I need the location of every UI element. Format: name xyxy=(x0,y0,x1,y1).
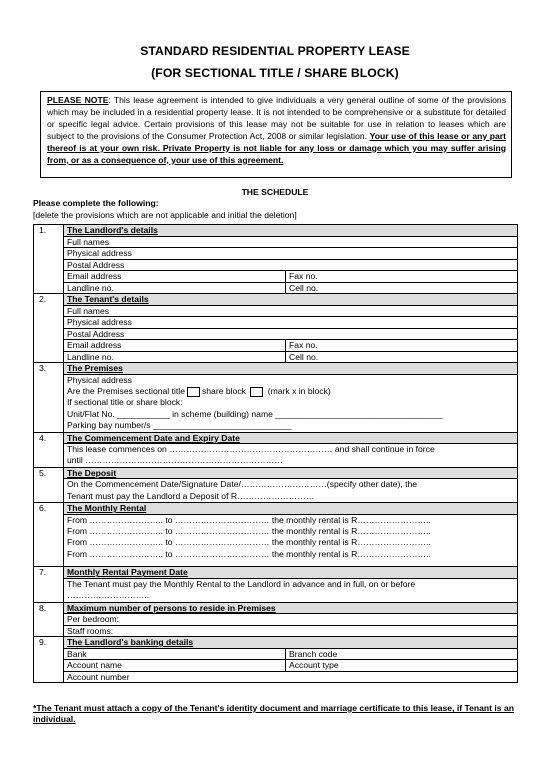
note-text: : This lease agreement is intended to give individuals a very general outline of some of the provisions which may be included in a residential property lease. It is not intended to be comprehensive or a substitute for detailed or specific legal advice. Certain provisions of this lease may not be suitable for use in relation to leases which are subject to the provisions of the Consumer Protection Act, 2008 or similar legislation. xyxy=(47,95,506,141)
section-number: 7. xyxy=(34,567,64,602)
landlord-full-names-field[interactable]: Full names xyxy=(64,236,518,248)
landlord-postal-address-field[interactable]: Postal Address xyxy=(64,259,518,271)
commencement-line: This lease commences on ………………………………………………… and shall continue in force xyxy=(67,444,435,455)
rental-row: From …………………….. to …………………………… the monthly rental is R…………………….. xyxy=(67,514,431,525)
footnote: *The Tenant must attach a copy of the Tenant's identity document and marriage certificate to this lease, if Tenant is an individual. xyxy=(33,703,515,724)
account-type-field[interactable]: Account type xyxy=(286,660,518,672)
tenant-fax-field[interactable]: Fax no. xyxy=(286,340,518,352)
tenant-landline-field[interactable]: Landline no. xyxy=(64,351,286,363)
deposit-details[interactable] xyxy=(64,479,518,503)
tenant-email-field[interactable]: Email address xyxy=(64,340,286,352)
parking-bay-field[interactable]: Parking bay number/s _____________________________ xyxy=(67,420,292,431)
note-label: PLEASE NOTE xyxy=(47,95,109,105)
tenant-cell-field[interactable]: Cell no. xyxy=(286,351,518,363)
section-payment-date-header xyxy=(34,567,518,579)
section-number: 6. xyxy=(34,503,64,567)
note-emphasis: Your use of this lease or any part thereof is at your own risk. Private Property is not liable for any loss or damage which you may suffer arising from, or as a consequence of, your use of this agreement. xyxy=(47,130,506,165)
staff-rooms-field[interactable]: Staff rooms: xyxy=(64,625,518,637)
tenant-postal-address-field[interactable]: Postal Address xyxy=(64,328,518,340)
rental-row: From …………………….. to …………………………… the monthly rental is R…………………….. xyxy=(67,526,431,537)
section-heading: The Premises xyxy=(64,363,518,375)
per-bedroom-field[interactable]: Per bedroom: xyxy=(64,614,518,626)
section-number: 5. xyxy=(34,467,64,502)
sectional-title-checkbox[interactable] xyxy=(187,387,200,397)
section-banking-header xyxy=(34,637,518,649)
premises-details xyxy=(64,374,518,432)
section-deposit-header xyxy=(34,467,518,479)
rental-schedule[interactable] xyxy=(64,514,518,567)
deposit-amount-line: Tenant must pay the Landlord a Deposit of R……………………… xyxy=(67,490,315,501)
section-heading: The Tenant's details xyxy=(64,294,518,306)
rental-row: From …………………….. to …………………………… the monthly rental is R…………………….. xyxy=(67,537,431,548)
document-subtitle: (FOR SECTIONAL TITLE / SHARE BLOCK) xyxy=(151,66,399,80)
section-number: 9. xyxy=(34,637,64,683)
section-rental-header xyxy=(34,503,518,515)
schedule-table xyxy=(33,224,518,683)
disclaimer-box xyxy=(40,91,512,178)
section-heading: The Landlord's banking details xyxy=(64,637,518,649)
section-commencement-header xyxy=(34,432,518,444)
payment-date-details[interactable] xyxy=(64,578,518,602)
please-complete: Please complete the following: xyxy=(33,198,159,208)
landlord-physical-address-field[interactable]: Physical address xyxy=(64,248,518,260)
section-number: 4. xyxy=(34,432,64,467)
unit-flat-field[interactable]: Unit/Flat No. ___________ in scheme (building) name ___________________________________ xyxy=(67,408,443,419)
payment-date-line: The Tenant must pay the Monthly Rental to the Landlord in advance and in full, on or before xyxy=(67,578,416,589)
section-number: 2. xyxy=(34,294,64,363)
section-tenant-header xyxy=(34,294,518,306)
deposit-date-line: On the Commencement Date/Signature Date/…………………………(specify other date), the xyxy=(67,479,418,490)
section-landlord-header xyxy=(34,225,518,237)
share-block-checkbox[interactable] xyxy=(250,387,263,397)
commencement-details[interactable] xyxy=(64,444,518,468)
section-number: 3. xyxy=(34,363,64,433)
branch-code-field[interactable]: Branch code xyxy=(286,648,518,660)
expiry-line: until …………………………………………………………… xyxy=(67,455,283,466)
account-name-field[interactable]: Account name xyxy=(64,660,286,672)
mark-instruction: (mark x in block) xyxy=(267,385,331,396)
section-heading: Monthly Rental Payment Date xyxy=(64,567,518,579)
premises-physical-address-field[interactable]: Physical address xyxy=(67,374,132,385)
section-number: 8. xyxy=(34,602,64,637)
delete-instruction: [delete the provisions which are not applicable and initial the deletion] xyxy=(33,210,297,220)
section-heading: The Landlord's details xyxy=(64,225,518,237)
section-premises-header xyxy=(34,363,518,375)
premises-type-question xyxy=(67,386,514,397)
landlord-email-field[interactable]: Email address xyxy=(64,271,286,283)
landlord-landline-field[interactable]: Landline no. xyxy=(64,282,286,294)
tenant-full-names-field[interactable]: Full names xyxy=(64,305,518,317)
section-number: 1. xyxy=(34,225,64,294)
rental-row: From …………………….. to …………………………… the monthly rental is R…………………….. xyxy=(67,548,431,559)
account-number-field[interactable]: Account number xyxy=(64,671,518,683)
section-heading: The Commencement Date and Expiry Date xyxy=(64,432,518,444)
section-heading: Maximum number of persons to reside in Premises xyxy=(64,602,518,614)
section-heading: The Monthly Rental xyxy=(64,503,518,515)
if-sectional-label: If sectional title or share block: xyxy=(67,397,183,408)
payment-date-blank: ……………………….. xyxy=(67,590,150,601)
share-block-label: share block xyxy=(201,385,246,396)
section-heading: The Deposit xyxy=(64,467,518,479)
document-title: STANDARD RESIDENTIAL PROPERTY LEASE xyxy=(140,44,410,58)
landlord-cell-field[interactable]: Cell no. xyxy=(286,282,518,294)
section-persons-header xyxy=(34,602,518,614)
tenant-physical-address-field[interactable]: Physical address xyxy=(64,317,518,329)
schedule-heading: THE SCHEDULE xyxy=(241,187,309,197)
sectional-title-label: Are the Premises sectional title xyxy=(67,385,185,396)
bank-field[interactable]: Bank xyxy=(64,648,286,660)
landlord-fax-field[interactable]: Fax no. xyxy=(286,271,518,283)
